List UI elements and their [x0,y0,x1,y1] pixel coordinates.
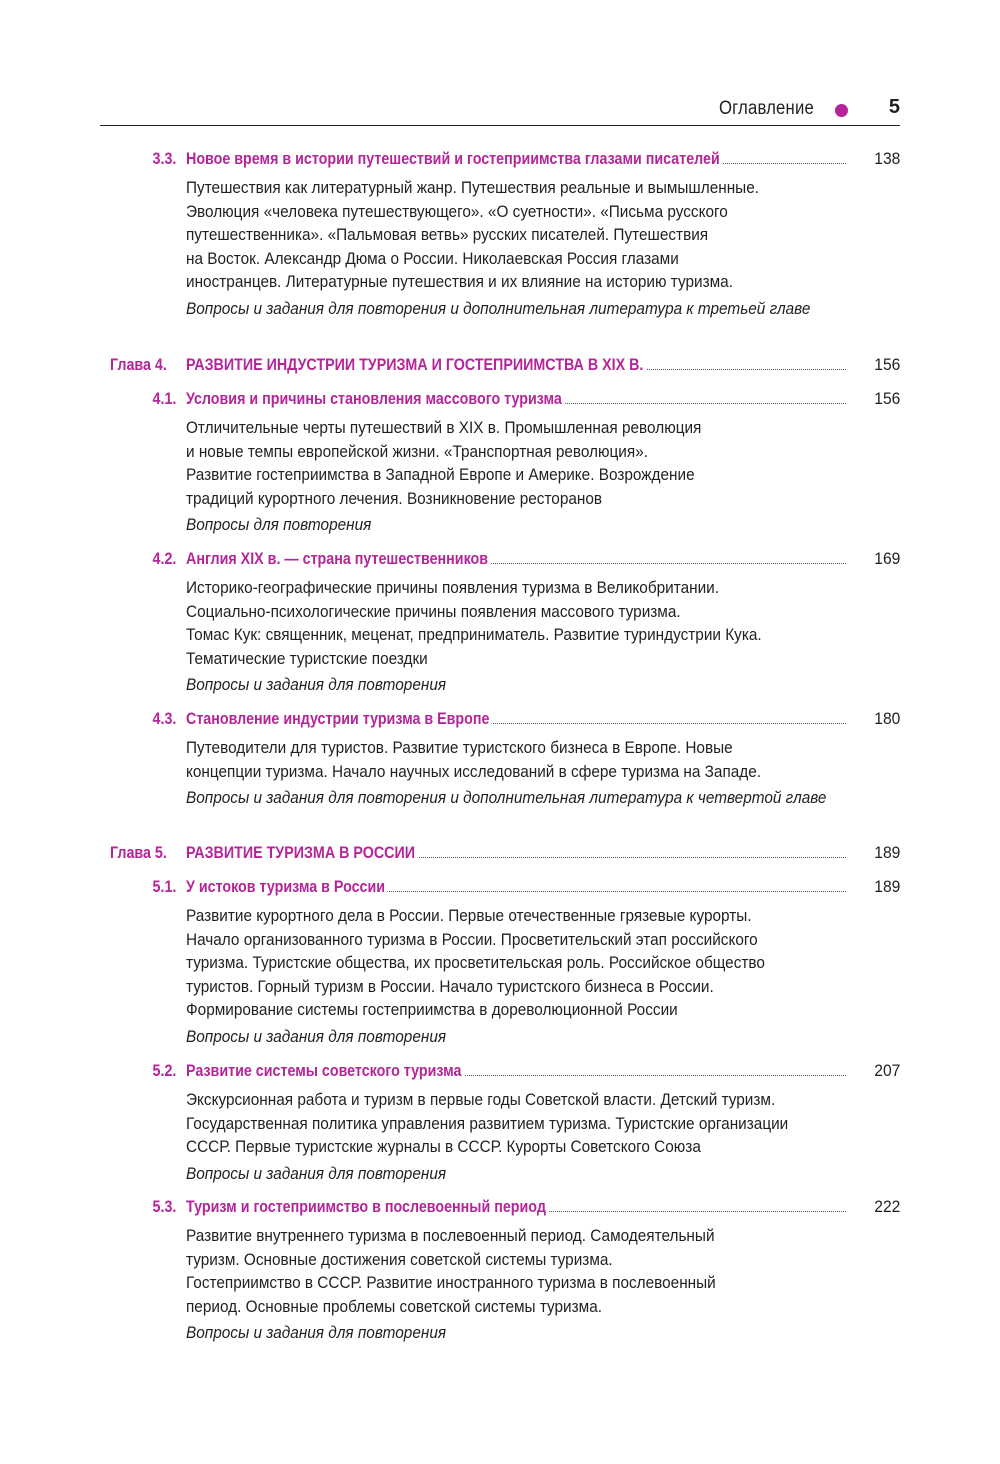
description-line: путешественника». «Пальмовая ветвь» русских писателей. Путешествия [186,226,709,244]
section-description [186,577,874,698]
questions-line: Вопросы и задания для повторения [186,1324,447,1342]
description-line: Формирование системы гостеприимства в дореволюционной России [186,1001,678,1019]
description-line: Путешествия как литературный жанр. Путешествия реальные и вымышленные. [186,179,760,197]
chapter-title: РАЗВИТИЕ ИНДУСТРИИ ТУРИЗМА И ГОСТЕПРИИМСТВА В XIX В. [186,353,646,377]
description-line: туристов. Горный туризм в России. Начало туристского бизнеса в России. [186,977,714,996]
questions-line: Вопросы для повторения [186,516,372,534]
description-line: туризма. Туристские общества, их просветительская роль. Российское общество [186,954,765,972]
section-description [186,737,874,811]
description-line: Развитие гостеприимства в Западной Европе и Америке. Возрождение [186,466,695,484]
section-page: 138 [873,149,900,168]
section-title: Становление индустрии туризма в Европе [186,707,492,731]
toc-section-5-3 [100,1195,900,1346]
description-line: СССР. Первые туристские журналы в СССР. Курорты Советского Союза [186,1138,701,1156]
section-description [186,1225,874,1346]
description-line: Развитие внутреннего туризма в послевоенный период. Самодеятельный [186,1227,715,1245]
description-line: период. Основные проблемы советской системы туризма. [186,1297,603,1316]
header-title: Оглавление [719,98,814,119]
header-rule [100,125,900,126]
chapter-page: 189 [873,843,900,862]
section-number: 4.3. [152,709,176,728]
chapter-page: 156 [873,355,900,374]
toc-section-3-3 [100,147,900,321]
section-number: 5.2. [152,1061,176,1080]
description-line: Тематические туристские поездки [186,649,428,668]
page-number: 5 [888,96,900,118]
section-page: 222 [873,1197,900,1216]
section-description [186,905,874,1049]
section-page: 169 [873,549,900,568]
description-line: и новые темпы европейской жизни. «Транспортная революция». [186,442,648,461]
section-number: 5.3. [152,1197,176,1216]
section-page: 156 [873,389,900,408]
running-header [100,94,900,126]
section-number: 4.1. [152,389,176,408]
chapter-title: РАЗВИТИЕ ТУРИЗМА В РОССИИ [186,841,417,865]
toc-section-4-1 [100,387,900,538]
chapter-number: Глава 4. [110,355,167,374]
questions-line: Вопросы и задания для повторения и дополнительная литература к третьей главе [186,299,811,318]
toc-section-4-2 [100,547,900,698]
description-line: Путеводители для туристов. Развитие туристского бизнеса в Европе. Новые [186,739,733,757]
section-title: Туризм и гостеприимство в послевоенный период [186,1195,548,1219]
questions-line: Вопросы и задания для повторения [186,1164,447,1183]
description-line: Эволюция «человека путешествующего». «О суетности». «Письма русского [186,202,728,221]
section-number: 4.2. [152,549,176,568]
section-title: Условия и причины становления массового туризма [186,387,564,411]
description-line: туризм. Основные достижения советской системы туризма. [186,1250,613,1269]
section-description [186,417,874,538]
description-line: традиций курортного лечения. Возникновение ресторанов [186,489,603,508]
section-title: Англия XIX в. — страна путешественников [186,547,491,571]
description-line: Историко-географические причины появления туризма в Великобритании. [186,579,719,597]
section-title: У истоков туризма в России [186,875,388,899]
description-line: Томас Кук: священник, меценат, предприниматель. Развитие туриндустрии Кука. [186,626,762,644]
questions-line: Вопросы и задания для повторения [186,1027,447,1046]
description-line: на Восток. Александр Дюма о России. Николаевская Россия глазами [186,249,679,268]
section-number: 5.1. [152,877,176,896]
description-line: Развитие курортного дела в России. Первые отечественные грязевые курорты. [186,907,752,925]
description-line: Начало организованного туризма в России. Просветительский этап российского [186,930,758,949]
chapter-number: Глава 5. [110,843,167,862]
description-line: Социально-психологические причины появления массового туризма. [186,602,681,621]
description-line: Экскурсионная работа и туризм в первые годы Советской власти. Детский туризм. [186,1091,776,1109]
section-title: Новое время в истории путешествий и гостеприимства глазами писателей [186,147,722,171]
toc-chapter-5 [100,841,900,865]
questions-line: Вопросы и задания для повторения и дополнительная литература к четвертой главе [186,789,827,807]
description-line: концепции туризма. Начало научных исследований в сфере туризма на Западе. [186,762,762,781]
toc-chapter-4 [100,353,900,377]
section-description [186,1089,874,1186]
bullet-dot-icon [835,104,848,117]
questions-line: Вопросы и задания для повторения [186,676,447,694]
description-line: Государственная политика управления развитием туризма. Туристские организации [186,1114,789,1133]
section-page: 207 [873,1061,900,1080]
section-page: 180 [873,709,900,728]
description-line: Отличительные черты путешествий в XIX в. Промышленная революция [186,419,702,437]
description-line: иностранцев. Литературные путешествия и их влияние на историю туризма. [186,273,733,291]
section-number: 3.3. [152,149,176,168]
section-description [186,177,874,321]
description-line: Гостеприимство в СССР. Развитие иностранного туризма в послевоенный [186,1274,716,1292]
toc-section-4-3 [100,707,900,811]
toc-section-5-2 [100,1059,900,1186]
section-page: 189 [873,877,900,896]
toc-section-5-1 [100,875,900,1049]
section-title: Развитие системы советского туризма [186,1059,464,1083]
